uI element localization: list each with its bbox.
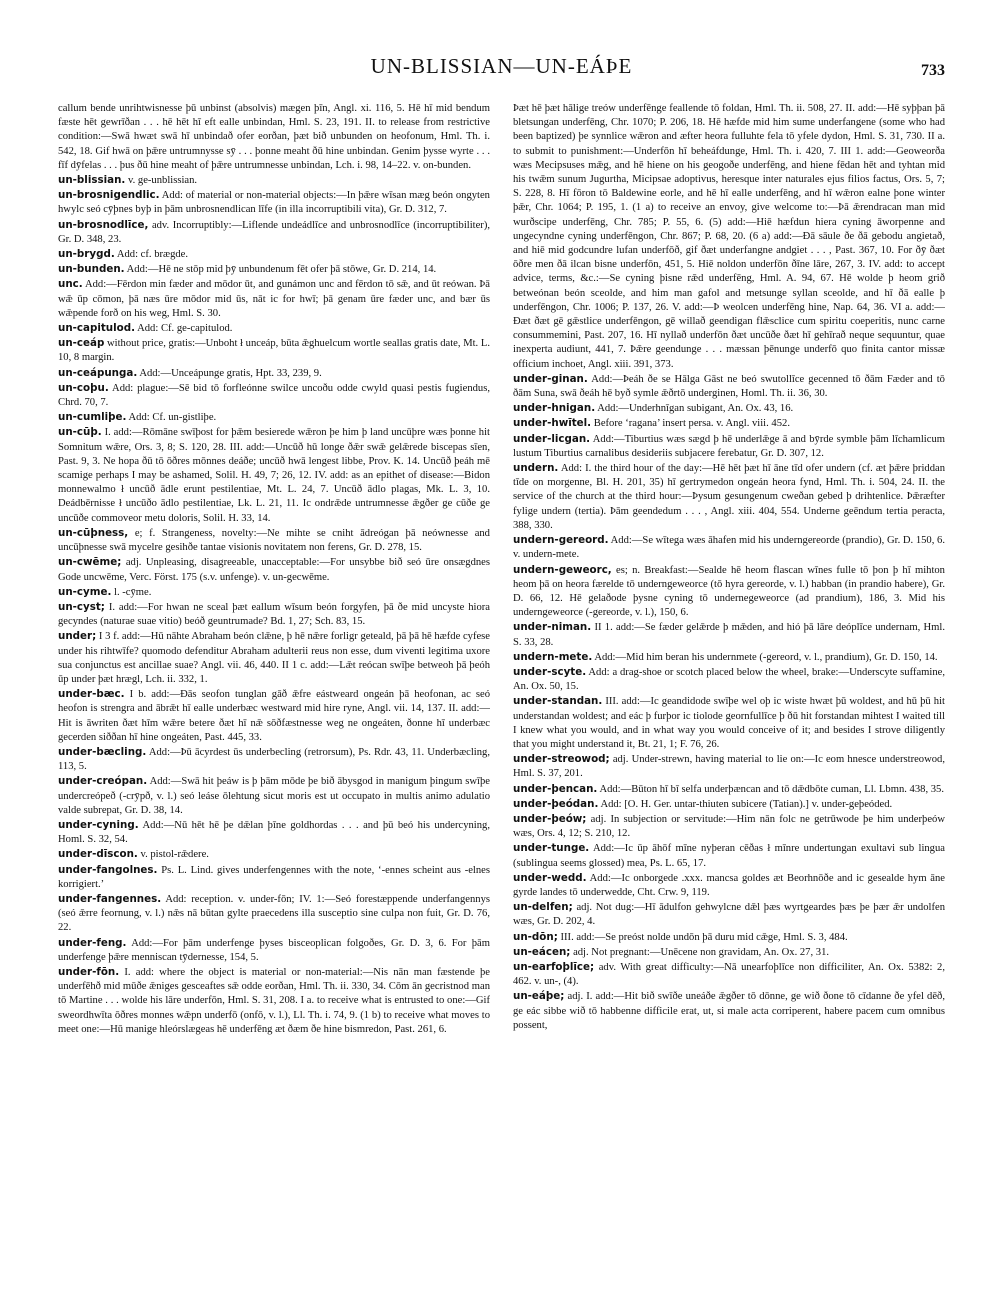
entry-headword: under-bæc. — [58, 688, 125, 701]
dictionary-entry — [58, 410, 490, 425]
dictionary-entry — [58, 585, 490, 600]
entry-headword: under-hwītel. — [513, 417, 592, 430]
entry-body: adj. Not pregnant:—Unēcene non gravidam, An. Ox. 27, 31. — [573, 946, 830, 958]
dictionary-entry — [58, 892, 490, 936]
dictionary-entry — [58, 745, 490, 774]
entry-headword: un-eáþe; — [513, 990, 565, 1003]
entry-headword: un-cyme. — [58, 585, 112, 598]
dictionary-entry — [58, 218, 490, 247]
dictionary-entry — [513, 930, 945, 945]
dictionary-entry — [513, 650, 945, 665]
running-head: UN-BLISSIAN—UN-EÁÞE — [370, 54, 633, 78]
dictionary-entry — [513, 960, 945, 989]
dictionary-entry — [58, 600, 490, 629]
entry-headword: un-bunden. — [58, 263, 125, 276]
dictionary-entry — [513, 432, 945, 461]
entry-headword: under-creópan. — [58, 775, 148, 788]
entry-body: I b. add:—Ðās seofon tunglan gāð ǣfre eástweard ongeán þā heofonan, ac seó heofon is strengra and ābrǣt hī ealle underbæc westward mid hire ryne, Angl. vii. 14, 137. II. add:—Hit is āwriten ðæt hīm wǣre betere ðæt hī nǣ sōðfæstnesse weg ne ongeáten, ðonne hī underbæc gecerden siððan hī hine ongeáten, Past. 445, 33. — [58, 689, 490, 743]
entry-headword: under-streowod; — [513, 753, 610, 766]
entry-headword: under-ginan. — [513, 372, 588, 385]
entry-headword: under-þeódan. — [513, 797, 599, 810]
dictionary-entry — [513, 752, 945, 781]
dictionary-entry — [513, 563, 945, 621]
entry-body: Add: [O. H. Ger. untar-thiuten subicere (Tatian).] v. under-geþeóded. — [600, 798, 893, 810]
dictionary-entry — [58, 381, 490, 410]
entry-headword: un-delfen; — [513, 901, 573, 914]
entry-headword: undern. — [513, 462, 559, 475]
entry-body: Add:—Būton hī bī selfa underþæncan and tō dǣdbōte cuman, Ll. Lbmn. 438, 35. — [599, 783, 944, 795]
entry-headword: un-capitulod. — [58, 322, 136, 335]
dictionary-entry — [513, 372, 945, 401]
entry-body: Add: I. the third hour of the day:—Hē hēt þæt hī āne tīd ofer undern (cf. æt þǣre þriddan tīde on morgenne, Bl. H. 201, 35) hī gertrymedon ongeán heora fynd, Hml. Th. i. 504, 24. II. the service of the church at the third hour:—Þysum gesungenum cweðan gebed þ drihtenlice. Þǣræfter fylige undern (tertia). Þām geendedum . . . , Angl. xiii. 404, 554. Underne geēndum tertia peracta, 388, 330. — [513, 463, 945, 531]
entry-headword: under-bæcling. — [58, 745, 147, 758]
entry-headword: under-wedd. — [513, 871, 587, 884]
entry-headword: under; — [58, 630, 97, 643]
page-header — [58, 50, 945, 86]
dictionary-entry — [513, 461, 945, 533]
entry-body: Add:—Unceápunge gratis, Hpt. 33, 239, 9. — [139, 367, 322, 379]
entry-headword: under-scyte. — [513, 665, 587, 678]
dictionary-entry — [58, 336, 490, 365]
entry-body: Add:—Nū hēt hē þe dǣlan þīne goldhordas . . . and þū beó his undercyning, Homl. S. 32, 54. — [58, 819, 490, 846]
entry-headword: un-brygd. — [58, 248, 115, 261]
entry-body: III. add:—Ic geandidode swīþe wel oþ ic wiste hwæt þū woldest, and hū þū hit understandan woldest; and eác þ furþor ic tiolode geornfullīce þ ðū hit forstandan mihtest I waited till I knew what you would, and in what way you would conceive of it; and besides I strove diligently that you might understand it, Bt. 21, 1; F. 76, 26. — [513, 696, 945, 750]
dictionary-entry — [513, 812, 945, 841]
entry-headword: un-ceáp — [58, 337, 105, 350]
entry-body: Add:—Fērdon min fæder and mōdor ūt, and gunámon unc and fērdon tō sǣ, and ūt reówan. Þā wǣ ūp cōmon, þā næs ūre mōdor mid ūs, nāt ic for hwī; þā genam ūre fæder unc, and bær ūs wǣpende forð on his weg, Hml. S. 30. — [58, 279, 490, 319]
entry-body: callum bende unrihtwisnesse þū unbinst (absolvis) mægen þīn, Angl. xi. 116, 5. Hē hī mid bendum fæste hēt gewrīðan . . . hē hēt hī eft ealle unbindan, Hml. S. 23, 191. II. to release from restrictive condition:—Swā hwæt swā hī unbindað ofer eorðan, þæt bið unbunden on heofonum, Hml. Th. i. 542, 18. Gif hwā on þǣre untrumnysse sȳ . . . þonne meaht ðū hine unbindan. Genim þysse wyrte . . . fīf dȳfelas . . . þus ðū hine meaht of þǣre untrumnesse unbindan, Lch. i. 98, 14–22. v. on-bunden. — [58, 103, 490, 171]
dictionary-entry — [513, 401, 945, 416]
entry-headword: un-brosnigendlic. — [58, 189, 160, 202]
entry-body: Before ‘ragana’ insert persa. v. Angl. viii. 452. — [593, 418, 790, 430]
dictionary-entry — [58, 366, 490, 381]
entry-headword: unc. — [58, 278, 83, 291]
dictionary-entry — [58, 526, 490, 555]
dictionary-entry — [513, 989, 945, 1033]
dictionary-entry — [58, 188, 490, 217]
entry-headword: un-cūþ. — [58, 426, 102, 439]
entry-body: Add: reception. v. under-fōn; IV. 1:—Seó forestæppende underfangennys (seó ǣrre feornung, v. l.) nǣs nā būtan gylte praecedens illa susceptio sine culpa non fuit, Gr. D. 76, 22. — [58, 893, 490, 934]
entry-headword: under-standan. — [513, 695, 603, 708]
entry-body: adv. Incorruptibly:—Liflende undeádlīce and unbrosnodlīce (incorruptibiliter), Gr. D. 348, 23. — [58, 219, 490, 245]
entry-headword: under-þencan. — [513, 782, 598, 795]
entry-headword: un-coþu. — [58, 381, 109, 394]
entry-body: adj. Under-strewn, having material to lie on:—Ic eom hnesce understreowod, Hml. S. 37, 201. — [513, 754, 945, 780]
entry-body: Add:—Ic ūp āhōf mīne nyþeran cēðas ł mīnre undertungan exultavi sub lingua (sublingua seems glossed) mea, Ps. L. 65, 17. — [513, 843, 945, 869]
entry-headword: un-cwēme; — [58, 556, 122, 569]
dictionary-entry — [58, 262, 490, 277]
dictionary-entry — [513, 900, 945, 929]
entry-body: Add:—Þeáh ðe se Hālga Gāst ne beó swutollīce gecenned tō ðām Fæder and tō ðām Suna, swā ðeáh hē byð symle ǣðrtō underginen, Homl. Th. ii. 36, 30. — [513, 373, 945, 400]
dictionary-entry — [513, 694, 945, 752]
dictionary-entry — [513, 871, 945, 900]
entry-headword: under-dīscon. — [58, 848, 138, 861]
entry-headword: under-tunge. — [513, 842, 590, 855]
entry-headword: under-hnigan. — [513, 402, 596, 415]
entry-headword: under-licgan. — [513, 432, 591, 445]
entry-headword: un-dōn; — [513, 930, 558, 943]
dictionary-entry — [513, 841, 945, 870]
entry-headword: under-fangennes. — [58, 892, 162, 905]
entry-body: Add:—Underhnīgan subigant, An. Ox. 43, 16. — [597, 403, 794, 415]
entry-body: adj. I. add:—Hit bið swīðe uneáðe ǣgðer tō dōnne, ge wið ðone tō cīdanne ðe yfel dēð, ge eác sibbe wið tō habbenne difficile erat, ut, si male acta corriperent, habere pacem cum omnibus possent, — [513, 991, 945, 1031]
entry-body: Add:—Tiburtius wæs sægd þ hē underlǣge ā and bȳrde symble þām līchamlicum lustum Tiburtius carnalibus desideriis subjacere ferebatur, Gr. D. 307, 12. — [513, 433, 945, 459]
entry-body: Add: plague:—Sē bid tō forfleónne swilce uncoðu odde cwyld quasi pestis fugiendus, Chrd. 70, 7. — [58, 382, 490, 409]
dictionary-entry — [513, 102, 945, 372]
columns — [58, 102, 945, 1297]
entry-body: III. add:—Se preóst nolde undōn þā duru mid cǣge, Hml. S. 3, 484. — [560, 931, 848, 943]
entry-body: adv. With great difficulty:—Nā unearfoþlīce non difficiliter, An. Ox. 5382: 2, 462. v. un-, (4). — [513, 961, 945, 988]
entry-headword: un-cumliþe. — [58, 411, 127, 424]
entry-body: v. ge-unblissian. — [128, 175, 198, 187]
entry-body: Add: cf. brægde. — [116, 249, 189, 261]
entry-headword: undern-mete. — [513, 650, 593, 663]
dictionary-entry — [513, 416, 945, 431]
entry-headword: un-cyst; — [58, 600, 105, 613]
dictionary-entry — [513, 945, 945, 960]
entry-headword: un-ceápunga. — [58, 366, 138, 379]
left-column — [58, 102, 490, 1297]
entry-headword: under-feng. — [58, 936, 127, 949]
dictionary-entry — [513, 665, 945, 694]
entry-headword: under-fangolnes. — [58, 863, 158, 876]
entry-headword: un-eácen; — [513, 945, 571, 958]
entry-body: Add:—Swā hit þeáw is þ þām mōde þe bið ābysgod in manigum þingum swīþe undercreópeð (-crȳpð, v. l.) seó leáse ōlehtung sicut moris est ut occupato in multis animo adulatio valde subrepat, Gr. D. 38, 14. — [58, 776, 490, 816]
entry-body: Þæt hē þæt hālige treów underfēnge feallende tō foldan, Hml. Th. ii. 508, 27. II. add:—Hē syþþan þā bletsungan underfēng, Chr. 1070; P. 206, 18. Hē hæfde mid him sume underfangene (some who had been baptized) þe synnlice wǣron and æfter heora fulluhte fela tō yfele dydon, Hml. S. 31, 730. II a. to submit to punishment:—Underfōn hī beheáfdunge, Hml. Th. i. 420, 7. III 1. add:—Geoweorða wæs Mecipsuses mǣg, and hē hiene on his geogoðe underfēng, and hiene fēdan hēt and tyhtan mid his twǣm sunum Jugurtha, Micipsae adoptivus, heresque inter naturales ejus filios factus, Ors. 5, 7; S. 228, 8. Hī fōron tō Baldewine eorle, and hē hī ealle underfēng, and hī wǣron ealne þone winter þǣr, Chr. 1064; P. 195, 1. (1 a) to receive an envoy, give welcome to:—Þā ǣrendracan man mid wurðscipe underfēng, Chr. 785; P. 55, 6. (5) add:—Hiē hæfdun hiera cyning āworpenne and ungecyndne cyning underfēngon, Chr. 867; P. 68, 20. (6 a) add:—Ðā sāule ðe ðā gebodu angietað, and hiē mid godcundre lufan underfōð, gif ðæt underfangne andgiet . . . , Past. 367, 10. For ðȳ ðæt ōðre men ðā ilcan bisne underfōn, 451, 5. Hiē noldon underfōn ðīne lāre, 267, 3. IV. add: to accept advice, terms, &c.:—Se cyning þisne rǣd underfēng, Hml. A. 94, 67. Hē wolde þ heom grið betweónan beón sceolde, and him man gafol and metsunge syllan sceolde, and hī ðā ealle þ underfēngon, Chr. 1006; P. 137, 26. V. add:—Þ weolcen underfēng hine, Nap. 64, 36. VI a. add:—Ðæt ðæt gē gǣstlice underfēngon, gē willað geendigan flǣsclice cum spiritu coeperitis, nunc carne consummemini, Past. 207, 16. Hī nyllað underfōn ðæt uncūðe ðæt hī gehīrað neque sequuntur, quae inexperta audiunt, 441, 7. Þǣre geendunge . . . mæssan þēnunge underfō quo finita cantor missæ officium inchoet, Angl. xiii. 391, 373. — [513, 103, 945, 370]
entry-body: Add: Cf. un-gistliþe. — [128, 412, 217, 424]
entry-headword: under-þeów; — [513, 812, 587, 825]
dictionary-entry — [58, 818, 490, 847]
page-number: 733 — [921, 62, 945, 79]
entry-body: e; f. Strangeness, novelty:—Ne mihte se cniht ādreógan þā neównesse and uncūþnesse swā mycelre gesihðe tantae visionis novitatem non ferens, Gr. D. 278, 15. — [58, 527, 490, 554]
entry-body: Add:—Þū ācyrdest ūs underbecling (retrorsum), Ps. Rdr. 43, 11. Underbæcling, 113, 5. — [58, 746, 490, 773]
dictionary-entry — [513, 620, 945, 649]
dictionary-entry — [513, 797, 945, 812]
entry-body: Add:—For þām underfenge þyses bisceoplican folgoðes, Gr. D. 3, 6. For þām underfenge þǣre menniscan tȳdernesse, 154, 5. — [58, 937, 490, 963]
entry-headword: under-niman. — [513, 621, 592, 634]
entry-headword: under-fōn. — [58, 965, 120, 978]
entry-body: Add:—Ic onborgede .xxx. mancsa goldes æt Beorhnōðe and ic gesealde hym āne gyrde landes tō underwedde, Cht. Crw. 9, 119. — [513, 872, 945, 898]
dictionary-entry — [58, 936, 490, 965]
dictionary-entry — [58, 847, 490, 862]
entry-body: Add: Cf. ge-capitulod. — [137, 323, 233, 335]
entry-headword: undern-gereord. — [513, 534, 609, 547]
entry-body: Ps. L. Lind. gives underfengennes with the note, ‘-ennes scheint aus -elnes korrigiert.’ — [58, 864, 490, 890]
dictionary-entry — [58, 774, 490, 818]
entry-body: I. add:—For hwan ne sceal þæt eallum wīsum beón forgyfen, þā ðe mid uncyste hiora gecyndes (naturae suae vitio) beóð geuntrumade? Bd. 1, 27; Sch. 83, 15. — [58, 601, 490, 628]
dictionary-entry — [58, 965, 490, 1037]
entry-body: Add: a drag-shoe or scotch placed below the wheel, brake:—Underscyte suffamine, An. Ox. 50, 15. — [513, 666, 945, 693]
right-column — [513, 102, 945, 1297]
entry-body: v. pistol-rǣdere. — [140, 849, 209, 861]
entry-headword: un-cūþness, — [58, 526, 129, 539]
entry-headword: un-brosnodlīce, — [58, 218, 149, 231]
entry-body: Add: of material or non-material objects:—In þǣre wīsan mæg beón ongyten hwylc seó cȳþnes byþ in þām unbrosnendlican līfe (in illa incorruptibili vita), Gr. D. 312, 7. — [58, 190, 490, 216]
dictionary-entry — [58, 321, 490, 336]
entry-headword: undern-geweorc, — [513, 563, 612, 576]
entry-body: II 1. add:—Se fæder gelǣrde þ mǣden, and hió þā lāre deóplīce undernam, Hml. S. 33, 28. — [513, 622, 945, 648]
entry-body: es; n. Breakfast:—Sealde hē heom flascan wīnes fulle tō þon þ hī mihton heom þā on heora færelde tō underngeweorce (tō hyra gereorde, v. l.) habban (in prandio habere), Gr. D. 66, 12. Hē gelaðode þysne cyning tō undernegeweorce (ad prandium), 186, 3. Mid his underngeweorce (-gereorde, v. l.), 150, 6. — [513, 564, 945, 619]
entry-headword: under-cyning. — [58, 818, 139, 831]
dictionary-entry — [513, 782, 945, 797]
dictionary-entry — [58, 687, 490, 745]
entry-headword: un-earfoþlīce; — [513, 960, 595, 973]
entry-body: I. add:—Rōmāne swīþost for þǣm besierede wǣron þe him þ land uncūþre wæs þonne hit Somnitum wǣre, Ors. 3, 8; S. 120, 28. III. add:—Uncūð hū longe ðǣr swǣ gelǣrede biscepas sīen, Past. 9, 3. Ne hopa ðū tō ōðres mōnnes deáðe; uncūð hwā lengest libbe, Prov. K. 14. Uncūð þeáh mē scamige perhaps I may be ashamed, Solil. H. 49, 7; 26, 12. IV. add: as an epithet of disease:—Bidon monnewalmo ł uncūð ādle erunt pestilentiae, Mt. L. 24, 7. Uncūð ādlo plagas, Mk. L. 3, 10. Deádbērnisse ł uncūðo ādlo pestilentiae, Lk. L. 21, 11. Ic ondrǣde untrumnesse ǣgðer ge cūðe ge uncūðe commoveor metu doloris, Solil. H. 33, 14. — [58, 427, 490, 524]
entry-body: I 3 f. add:—Hū nāhte Abraham beón clǣne, þ hē nǣre forligr geteald, þā þā hē hæfde cyfese under his rihtwīfe? quomodo defenditur Abraham adulterii reus non esse, dum viventi legitima uxore sua conjunctus est ancillae suae? Angl. vii. 46, 440. II 1 c. add:—Lǣt reócan swīþe betweoh þā þeóh ūp under þæt hrægl, Lch. ii. 332, 1. — [58, 631, 490, 685]
dictionary-entry — [58, 555, 490, 584]
dictionary-entry — [58, 629, 490, 687]
entry-body: Add:—Se wītega wæs āhafen mid his underngereorde (prandio), Gr. D. 150, 6. v. undern-mete. — [513, 535, 945, 561]
entry-body: Add:—Mid him beran his undernmete (-gereord, v. l., prandium), Gr. D. 150, 14. — [594, 651, 938, 663]
entry-body: I. add: where the object is material or non-material:—Nis nān man fæstende þe underfēhð mid mūðe ǣniges gesceaftes sǣ odde eorðan, Hml. Th. ii. 330, 34. Cōm ān gecristnod man tō Martine . . . wolde his lāre underfōn, Hml. S. 31, 208. I a. to receive what is entrusted to one:—Gif sweordhwīta ōðres monnes wǣpn underfō (onfō, v. l.), Ll. Th. i. 74, 9. (1 b) to receive what moves to meet one:—Hū manige hleórslægeas hē underfēng æt ðæm ðe hine bismredon, Past. 261, 6. — [58, 966, 490, 1035]
dictionary-entry — [513, 533, 945, 562]
dictionary-entry — [58, 425, 490, 525]
entry-body: l. -cȳme. — [114, 586, 152, 598]
entry-headword: un-blissian. — [58, 174, 126, 187]
entry-body: Add:—Hē ne stōp mid þȳ unbundenum fēt ofer þā stōwe, Gr. D. 214, 14. — [126, 264, 437, 276]
dictionary-entry — [58, 247, 490, 262]
dictionary-entry — [58, 173, 490, 188]
dictionary-entry — [58, 102, 490, 173]
entry-body: adj. Unpleasing, disagreeable, unacceptable:—For unsybbe bið seó ūre onsægdnes Gode uncwēme, Verc. Först. 175 (s.v. unfenge). v. un-gecwēme. — [58, 557, 490, 583]
dictionary-entry — [58, 277, 490, 321]
entry-body: adj. In subjection or servitude:—Him nān folc ne getrūwode þe him underþeów wæs, Ors. 4, 12; S. 210, 12. — [513, 813, 945, 840]
entry-body: adj. Not dug:—Hī ādulfon gehwylcne dǣl þæs wyrtgeardes þæs þe þær ǣr undolfen wæs, Gr. D. 202, 4. — [513, 902, 945, 928]
dictionary-entry — [58, 863, 490, 892]
entry-body: without price, gratis:—Unboht ł unceáp, būta ǣghuelcum wortle seallas gratis date, Mt. L. 10, 8 margin. — [58, 338, 490, 364]
